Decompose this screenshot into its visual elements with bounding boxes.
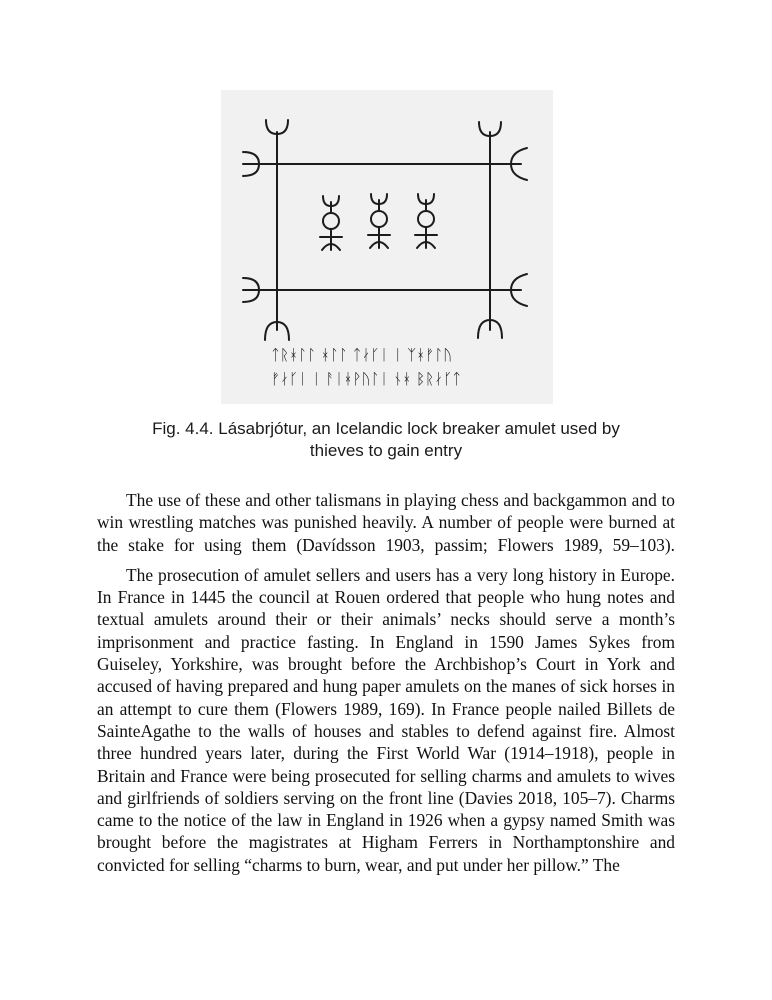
text-line: The use of these and other talismans in playing chess and backgammon: [126, 490, 627, 510]
lasabrjotur-drawing: [221, 90, 553, 404]
text-line: were burned at the stake for using them (Davídsson 1903, passim; Flowers: [97, 512, 675, 555]
figure-caption: [100, 418, 672, 462]
text-line: First World War (1914–1918), people in Britain and France were being: [97, 743, 675, 786]
text-line: serve a month’s imprisonment and practice fasting. In England in 1590: [97, 609, 676, 652]
text-line: prosecuted for selling charms and amulets to wives and girlfriends of: [97, 765, 675, 808]
text-line: 1989, 59–103).: [563, 534, 675, 555]
paragraph: [97, 489, 675, 556]
text-line: convicted for selling “charms to burn, wear, and put under her pillow.” The: [97, 854, 620, 875]
text-line: soldiers serving on the front line (Davies 2018, 105–7). Charms came to the: [97, 787, 676, 831]
text-line: and to win wrestling matches was punished heavily. A number of people: [97, 490, 676, 533]
text-line: Court in York and accused of having prepared and hung paper amulets on the: [97, 654, 675, 697]
text-line: stables to defend against fire. Almost three hundred years later, during the: [97, 720, 675, 764]
amulet-figure: [221, 90, 553, 404]
runic-inscription-line-2: ᚠᛅᚴᛁ ᛁ ᚨᛁᚼᚹᚢᛚᛁ ᚾᚼ ᛒᚱᛅᚴᛏ: [271, 370, 462, 388]
text-line: Europe. In France in 1445 the council at Rouen ordered that people who: [97, 564, 675, 608]
text-line: hung notes and textual amulets around their or their animals’ necks should: [97, 587, 676, 630]
caption-line-1: Fig. 4.4. Lásabrjótur, an Icelandic lock breaker amulet used by: [152, 419, 620, 438]
body-text: [97, 489, 675, 876]
text-line: manes of sick horses in an attempt to cure them (Flowers 1989, 169). In: [97, 676, 675, 719]
text-line: brought before the magistrates at Higham Ferrers in Northamptonshire and: [97, 832, 675, 853]
text-line: notice of the law in England in 1926 when a gypsy named Smith was: [183, 810, 675, 831]
runic-inscription-line-1: ᛏᚱᚼᛚᛚ ᚼᛚᛚ ᛏᛅᚴᛁ ᛁ ᛉᚼᚠᛚᚢ: [271, 346, 453, 364]
text-line: James Sykes from Guiseley, Yorkshire, was brought before the Archbishop’s: [97, 631, 675, 675]
text-line: The prosecution of amulet sellers and users has a very long history in: [126, 564, 616, 585]
caption-line-2: thieves to gain entry: [309, 441, 463, 460]
paragraph: [97, 564, 675, 876]
text-line: France people nailed Billets de SainteAgathe to the walls of houses and: [97, 698, 675, 741]
